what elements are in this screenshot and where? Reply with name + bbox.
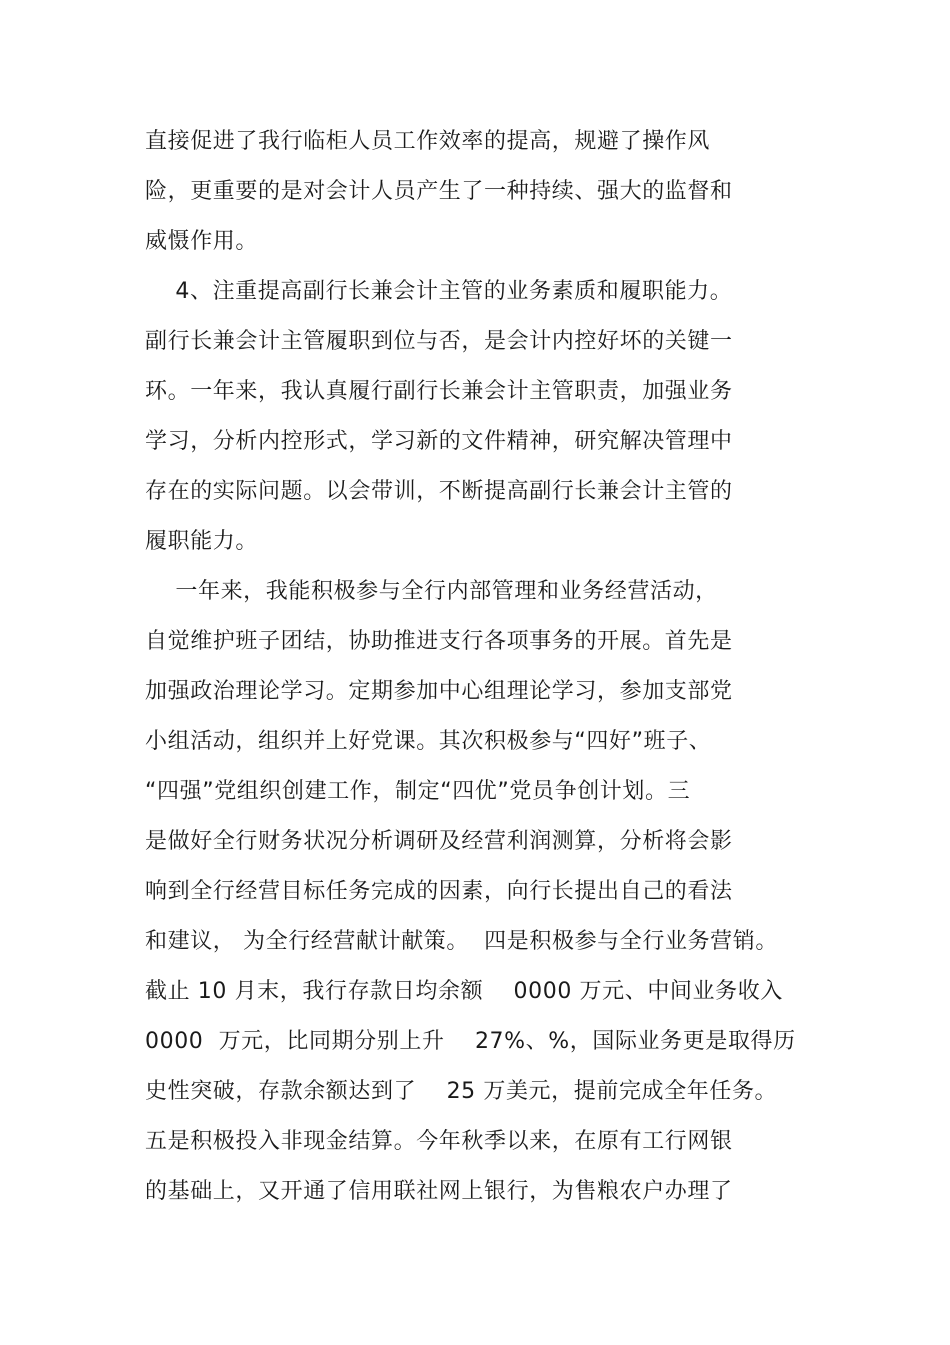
text-line: 加强政治理论学习。定期参加中心组理论学习，参加支部党 (145, 679, 733, 704)
text-line: 履职能力。 (145, 529, 259, 554)
text-line: 截止 10 月末，我行存款日均余额 0000 万元、中间业务收入 (145, 979, 783, 1004)
text-line: 和建议， 为全行经营献计献策。 四是积极参与全行业务营销。 (145, 929, 778, 954)
text-line: 4、注重提高副行长兼会计主管的业务素质和履职能力。 (145, 279, 733, 304)
text-line: 副行长兼会计主管履职到位与否，是会计内控好坏的关键一 (145, 329, 733, 354)
text-line: 险，更重要的是对会计人员产生了一种持续、强大的监督和 (145, 179, 733, 204)
text-line: 响到全行经营目标任务完成的因素，向行长提出自己的看法 (145, 879, 733, 904)
text-line: “四强”党组织创建工作，制定“四优”党员争创计划。三 (145, 779, 691, 804)
text-line: 环。一年来，我认真履行副行长兼会计主管职责，加强业务 (145, 379, 733, 404)
text-line: 五是积极投入非现金结算。今年秋季以来，在原有工行网银 (145, 1129, 733, 1154)
text-line: 0000 万元，比同期分别上升 27%、%，国际业务更是取得历 (145, 1029, 796, 1054)
text-line: 自觉维护班子团结，协助推进支行各项事务的开展。首先是 (145, 629, 733, 654)
text-line: 威慑作用。 (145, 229, 259, 254)
text-line: 一年来，我能积极参与全行内部管理和业务经营活动， (145, 579, 718, 604)
text-line: 存在的实际问题。以会带训，不断提高副行长兼会计主管的 (145, 479, 733, 504)
text-line: 是做好全行财务状况分析调研及经营利润测算，分析将会影 (145, 829, 733, 854)
text-line: 直接促进了我行临柜人员工作效率的提高，规避了操作风 (145, 129, 711, 154)
text-line: 的基础上，又开通了信用联社网上银行，为售粮农户办理了 (145, 1179, 733, 1204)
text-line: 学习，分析内控形式，学习新的文件精神，研究解决管理中 (145, 429, 733, 454)
text-line: 史性突破，存款余额达到了 25 万美元，提前完成全年任务。 (145, 1079, 778, 1104)
text-line: 小组活动，组织并上好党课。其次积极参与“四好”班子、 (145, 729, 712, 754)
